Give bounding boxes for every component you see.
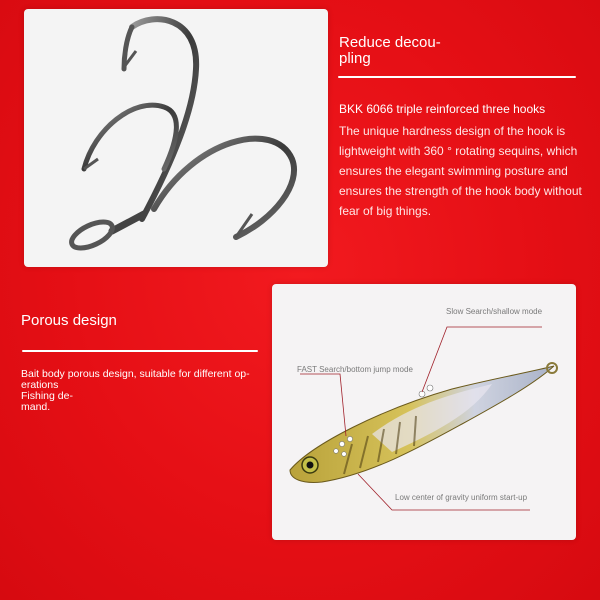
porous-description-line: mand.: [21, 401, 51, 413]
divider-top: [338, 76, 576, 78]
hook-description: [339, 99, 589, 221]
hook-spec-line: BKK 6066 triple reinforced three hooks: [339, 102, 546, 116]
callout-slow-search: Slow Search/shallow mode: [446, 307, 543, 316]
section-title-reduce-decoupling: Reduce decou- pling: [339, 34, 441, 67]
divider-bottom: [22, 350, 258, 352]
callout-low-gravity: Low center of gravity uniform start-up: [395, 493, 528, 502]
porous-description-line: Fishing de-: [21, 390, 73, 402]
porous-description: [21, 369, 266, 413]
treble-hook-image: [24, 9, 328, 267]
section-title-porous-design: Porous design: [21, 312, 117, 329]
hook-image-panel: [24, 9, 328, 267]
hook-description-text: The unique hardness design of the hook is lightweight with 360 ° rotating sequins, which ensures the elegant swimming posture and ensures the strength of the hook body without fear of big things.: [339, 124, 582, 218]
porous-description-line: erations: [21, 379, 59, 391]
porous-description-line: Bait body porous design, suitable for different op-: [21, 368, 250, 380]
callout-fast-search: FAST Search/bottom jump mode: [297, 365, 413, 374]
